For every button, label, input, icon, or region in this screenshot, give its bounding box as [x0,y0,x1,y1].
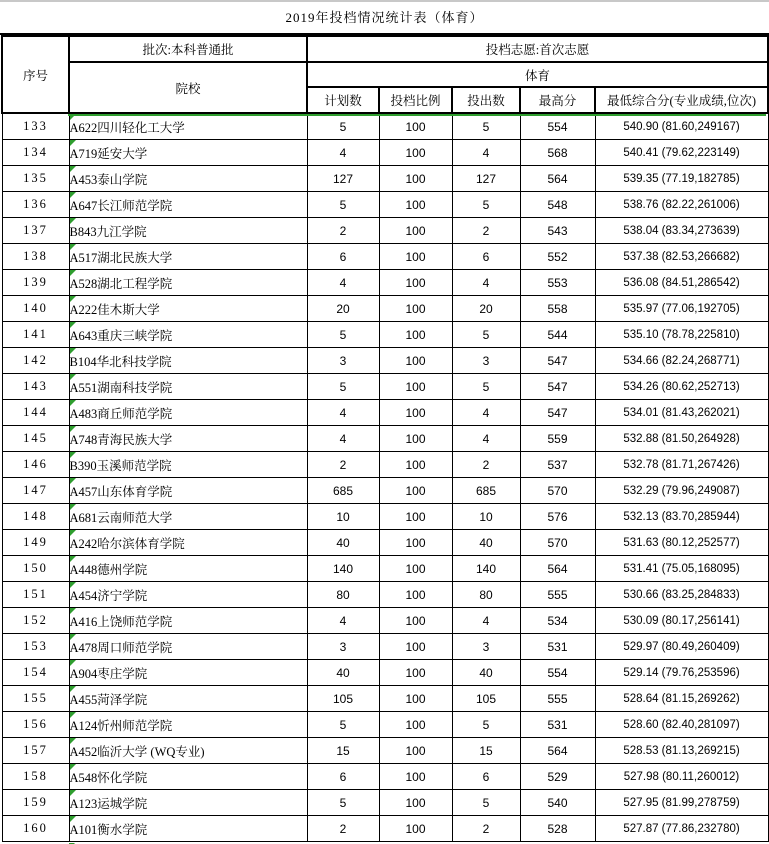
error-marker-triangle-icon [70,738,76,744]
max-score-cell: 547 [520,348,595,374]
ratio-cell: 100 [379,113,452,140]
table-row [2,322,768,348]
seq-cell: 143 [2,374,69,400]
error-marker-triangle-icon [70,660,76,666]
ratio-cell: 100 [379,790,452,816]
header-category: 体育 [307,62,768,87]
max-score-cell: 547 [520,400,595,426]
cast-cell: 4 [452,400,520,426]
school-cell: A643重庆三峡学院 [69,322,307,348]
seq-cell: 156 [2,712,69,738]
table-row [2,608,768,634]
error-marker-triangle-icon [70,270,76,276]
max-score-cell: 554 [520,113,595,140]
error-marker-triangle-icon [70,582,76,588]
error-marker-triangle-icon [70,218,76,224]
error-marker-triangle-icon [70,530,76,536]
max-score-cell: 568 [520,140,595,166]
max-score-cell: 534 [520,608,595,634]
max-score-cell: 547 [520,374,595,400]
cast-cell: 5 [452,113,520,140]
cast-cell: 2 [452,816,520,842]
school-cell: A448德州学院 [69,556,307,582]
error-marker-triangle-icon [70,504,76,510]
max-score-cell: 528 [520,816,595,842]
table-row [2,113,768,140]
ratio-cell: 100 [379,686,452,712]
plan-cell: 4 [307,270,379,296]
max-score-cell: 553 [520,270,595,296]
plan-cell: 2 [307,452,379,478]
school-cell: A528湖北工程学院 [69,270,307,296]
cast-cell: 2 [452,218,520,244]
min-score-cell: 535.97 (77.06,192705) [595,296,768,322]
max-score-cell: 564 [520,166,595,192]
plan-cell: 2 [307,218,379,244]
min-score-cell: 530.66 (83.25,284833) [595,582,768,608]
max-score-cell: 570 [520,530,595,556]
max-score-cell: 531 [520,634,595,660]
max-score-cell: 555 [520,686,595,712]
school-cell: A478周口师范学院 [69,634,307,660]
school-cell: A748青海民族大学 [69,426,307,452]
min-score-cell: 527.95 (81.99,278759) [595,790,768,816]
error-marker-triangle-icon [70,790,76,796]
max-score-cell: 548 [520,192,595,218]
seq-cell: 144 [2,400,69,426]
cast-cell: 5 [452,374,520,400]
plan-cell: 5 [307,322,379,348]
table-row [2,478,768,504]
table-row [2,374,768,400]
table-row [2,504,768,530]
plan-cell: 10 [307,504,379,530]
school-cell: A548怀化学院 [69,764,307,790]
error-marker-triangle-icon [70,426,76,432]
ratio-cell: 100 [379,218,452,244]
ratio-cell: 100 [379,296,452,322]
min-score-cell: 538.76 (82.22,261006) [595,192,768,218]
plan-cell: 140 [307,556,379,582]
plan-cell: 4 [307,426,379,452]
school-cell: A719延安大学 [69,140,307,166]
max-score-cell: 559 [520,426,595,452]
seq-cell: 153 [2,634,69,660]
header-cast: 投出数 [452,87,520,113]
ratio-cell: 100 [379,634,452,660]
seq-cell: 138 [2,244,69,270]
seq-cell: 148 [2,504,69,530]
ratio-cell: 100 [379,738,452,764]
header-max-score: 最高分 [520,87,595,113]
plan-cell: 4 [307,140,379,166]
error-marker-triangle-icon [70,634,76,640]
ratio-cell: 100 [379,244,452,270]
school-cell: A454济宁学院 [69,582,307,608]
page-title: 2019年投档情况统计表（体育） [0,2,769,35]
table-row [2,426,768,452]
cast-cell: 6 [452,764,520,790]
admission-stats-table [1,35,769,842]
error-marker-triangle-icon [70,608,76,614]
max-score-cell: 570 [520,478,595,504]
min-score-cell: 534.01 (81.43,262021) [595,400,768,426]
min-score-cell: 535.10 (78.78,225810) [595,322,768,348]
cast-cell: 5 [452,192,520,218]
min-score-cell: 532.88 (81.50,264928) [595,426,768,452]
ratio-cell: 100 [379,816,452,842]
error-marker-triangle-icon [70,296,76,302]
error-marker-triangle-icon [70,400,76,406]
table-row [2,166,768,192]
seq-cell: 136 [2,192,69,218]
seq-cell: 160 [2,816,69,842]
school-cell: A551湖南科技学院 [69,374,307,400]
error-marker-triangle-icon [70,452,76,458]
plan-cell: 5 [307,374,379,400]
ratio-cell: 100 [379,166,452,192]
seq-cell: 147 [2,478,69,504]
table-row [2,192,768,218]
table-row [2,764,768,790]
cast-cell: 4 [452,426,520,452]
cast-cell: 3 [452,348,520,374]
ratio-cell: 100 [379,712,452,738]
plan-cell: 5 [307,712,379,738]
school-cell: A452临沂大学 (WQ专业) [69,738,307,764]
seq-cell: 142 [2,348,69,374]
school-cell: B104华北科技学院 [69,348,307,374]
plan-cell: 5 [307,790,379,816]
table-row [2,556,768,582]
seq-cell: 133 [2,113,69,140]
table-row [2,218,768,244]
school-cell: A222佳木斯大学 [69,296,307,322]
max-score-cell: 555 [520,582,595,608]
cast-cell: 15 [452,738,520,764]
school-cell: A457山东体育学院 [69,478,307,504]
plan-cell: 3 [307,348,379,374]
ratio-cell: 100 [379,140,452,166]
cast-cell: 140 [452,556,520,582]
plan-cell: 6 [307,764,379,790]
error-marker-triangle-icon [70,322,76,328]
plan-cell: 20 [307,296,379,322]
cast-cell: 5 [452,712,520,738]
error-marker-triangle-icon [70,478,76,484]
seq-cell: 137 [2,218,69,244]
min-score-cell: 532.29 (79.96,249087) [595,478,768,504]
plan-cell: 15 [307,738,379,764]
school-cell: A124忻州师范学院 [69,712,307,738]
min-score-cell: 528.53 (81.13,269215) [595,738,768,764]
ratio-cell: 100 [379,582,452,608]
seq-cell: 150 [2,556,69,582]
cast-cell: 685 [452,478,520,504]
header-seq: 序号 [2,36,69,113]
ratio-cell: 100 [379,348,452,374]
table-row [2,790,768,816]
seq-cell: 155 [2,686,69,712]
cast-cell: 6 [452,244,520,270]
seq-cell: 146 [2,452,69,478]
seq-cell: 154 [2,660,69,686]
ratio-cell: 100 [379,504,452,530]
ratio-cell: 100 [379,556,452,582]
max-score-cell: 558 [520,296,595,322]
max-score-cell: 529 [520,764,595,790]
plan-cell: 685 [307,478,379,504]
seq-cell: 149 [2,530,69,556]
min-score-cell: 530.09 (80.17,256141) [595,608,768,634]
min-score-cell: 540.90 (81.60,249167) [595,113,768,140]
seq-cell: 145 [2,426,69,452]
school-cell: B843九江学院 [69,218,307,244]
table-row [2,816,768,842]
plan-cell: 105 [307,686,379,712]
cast-cell: 40 [452,660,520,686]
cast-cell: 2 [452,452,520,478]
ratio-cell: 100 [379,764,452,790]
cast-cell: 3 [452,634,520,660]
min-score-cell: 528.60 (82.40,281097) [595,712,768,738]
cast-cell: 5 [452,790,520,816]
max-score-cell: 576 [520,504,595,530]
max-score-cell: 540 [520,790,595,816]
plan-cell: 80 [307,582,379,608]
ratio-cell: 100 [379,322,452,348]
plan-cell: 4 [307,400,379,426]
error-marker-triangle-icon [70,166,76,172]
header-first-choice: 投档志愿:首次志愿 [307,36,768,62]
ratio-cell: 100 [379,608,452,634]
ratio-cell: 100 [379,192,452,218]
excel-green-border-line [68,114,766,116]
error-marker-triangle-icon [70,244,76,250]
min-score-cell: 527.87 (77.86,232780) [595,816,768,842]
plan-cell: 2 [307,816,379,842]
min-score-cell: 537.38 (82.53,266682) [595,244,768,270]
error-marker-triangle-icon [70,556,76,562]
school-cell: A647长江师范学院 [69,192,307,218]
min-score-cell: 529.97 (80.49,260409) [595,634,768,660]
seq-cell: 152 [2,608,69,634]
school-cell: A242哈尔滨体育学院 [69,530,307,556]
cast-cell: 80 [452,582,520,608]
max-score-cell: 554 [520,660,595,686]
min-score-cell: 532.13 (83.70,285944) [595,504,768,530]
header-batch: 批次:本科普通批 [69,36,307,62]
seq-cell: 139 [2,270,69,296]
school-cell: A483商丘师范学院 [69,400,307,426]
min-score-cell: 534.66 (82.24,268771) [595,348,768,374]
seq-cell: 157 [2,738,69,764]
table-row [2,738,768,764]
error-marker-triangle-icon [70,764,76,770]
cast-cell: 4 [452,270,520,296]
seq-cell: 159 [2,790,69,816]
table-row [2,712,768,738]
min-score-cell: 538.04 (83.34,273639) [595,218,768,244]
max-score-cell: 564 [520,738,595,764]
cast-cell: 105 [452,686,520,712]
cast-cell: 4 [452,140,520,166]
table-row [2,140,768,166]
school-cell: A123运城学院 [69,790,307,816]
error-marker-triangle-icon [70,816,76,822]
school-cell: A904枣庄学院 [69,660,307,686]
seq-cell: 151 [2,582,69,608]
cast-cell: 10 [452,504,520,530]
min-score-cell: 531.63 (80.12,252577) [595,530,768,556]
ratio-cell: 100 [379,660,452,686]
max-score-cell: 544 [520,322,595,348]
cast-cell: 4 [452,608,520,634]
table-row [2,530,768,556]
header-college: 院校 [69,62,307,113]
max-score-cell: 564 [520,556,595,582]
table-row [2,270,768,296]
max-score-cell: 537 [520,452,595,478]
plan-cell: 40 [307,660,379,686]
min-score-cell: 536.08 (84.51,286542) [595,270,768,296]
min-score-cell: 540.41 (79.62,223149) [595,140,768,166]
table-row [2,634,768,660]
min-score-cell: 528.64 (81.15,269262) [595,686,768,712]
ratio-cell: 100 [379,400,452,426]
plan-cell: 6 [307,244,379,270]
table-header [2,36,768,113]
header-ratio: 投档比例 [379,87,452,113]
error-marker-triangle-icon [70,348,76,354]
school-cell: A453泰山学院 [69,166,307,192]
seq-cell: 158 [2,764,69,790]
plan-cell: 5 [307,192,379,218]
error-marker-triangle-icon [70,374,76,380]
max-score-cell: 531 [520,712,595,738]
school-cell: A517湖北民族大学 [69,244,307,270]
table-row [2,348,768,374]
table-body [2,113,768,842]
header-min-score: 最低综合分(专业成绩,位次) [595,87,768,113]
cast-cell: 20 [452,296,520,322]
school-cell: A622四川轻化工大学 [69,113,307,140]
ratio-cell: 100 [379,530,452,556]
plan-cell: 127 [307,166,379,192]
max-score-cell: 543 [520,218,595,244]
seq-cell: 140 [2,296,69,322]
min-score-cell: 539.35 (77.19,182785) [595,166,768,192]
table-row [2,400,768,426]
min-score-cell: 529.14 (79.76,253596) [595,660,768,686]
ratio-cell: 100 [379,374,452,400]
school-cell: B390玉溪师范学院 [69,452,307,478]
plan-cell: 4 [307,608,379,634]
table-row [2,686,768,712]
cast-cell: 127 [452,166,520,192]
school-cell: A681云南师范大学 [69,504,307,530]
min-score-cell: 532.78 (81.71,267426) [595,452,768,478]
min-score-cell: 527.98 (80.11,260012) [595,764,768,790]
cast-cell: 40 [452,530,520,556]
header-plan: 计划数 [307,87,379,113]
error-marker-triangle-icon [70,686,76,692]
table-row [2,660,768,686]
seq-cell: 134 [2,140,69,166]
error-marker-triangle-icon [70,192,76,198]
table-row [2,296,768,322]
error-marker-triangle-icon [70,140,76,146]
school-cell: A101衡水学院 [69,816,307,842]
plan-cell: 3 [307,634,379,660]
school-cell: A416上饶师范学院 [69,608,307,634]
plan-cell: 40 [307,530,379,556]
ratio-cell: 100 [379,478,452,504]
table-row [2,582,768,608]
table-row [2,452,768,478]
cast-cell: 5 [452,322,520,348]
ratio-cell: 100 [379,426,452,452]
school-cell: A455菏泽学院 [69,686,307,712]
error-marker-triangle-icon [70,712,76,718]
seq-cell: 141 [2,322,69,348]
min-score-cell: 531.41 (75.05,168095) [595,556,768,582]
plan-cell: 5 [307,113,379,140]
ratio-cell: 100 [379,452,452,478]
seq-cell: 135 [2,166,69,192]
max-score-cell: 552 [520,244,595,270]
table-row [2,244,768,270]
min-score-cell: 534.26 (80.62,252713) [595,374,768,400]
ratio-cell: 100 [379,270,452,296]
